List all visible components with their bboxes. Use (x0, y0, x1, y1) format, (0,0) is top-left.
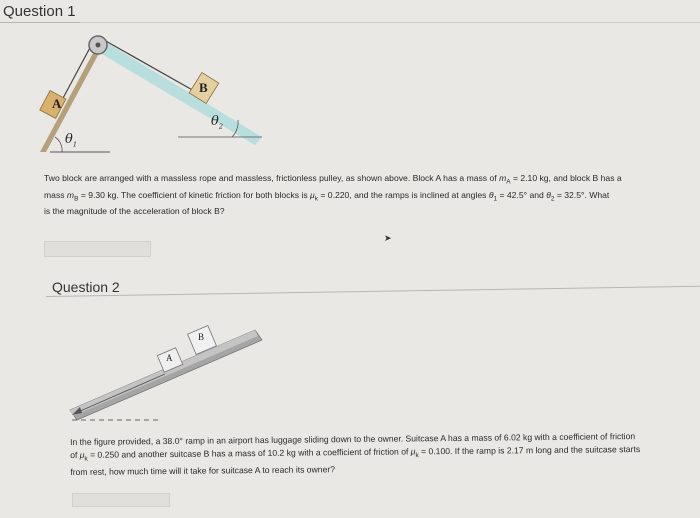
theta1-arc (55, 137, 62, 152)
suitcase-b-label: B (198, 332, 205, 342)
question-2-header: Question 2 (52, 279, 120, 295)
question-1-header: Question 1 (3, 3, 76, 20)
question-2-text: In the figure provided, a 38.0° ramp in an airport has luggage sliding down to the owner. Suitcase A has a mass of 6.02 kg with a coefficient of friction of $\mu_k = 0.250$ and another suitcase B has a mass of 10.2 kg with a coefficient of friction of $\mu_k = 0.100$. If the ramp is 2.17 m long and the suitcase starts from rest, how much time will it take for suitcase A to reach its owner? (70, 431, 641, 477)
theta2-label: $\theta_2$ (211, 114, 223, 131)
block-a-label: A (52, 96, 62, 111)
suitcase-a-label: A (166, 353, 173, 363)
question-2-answer-input[interactable] (72, 493, 170, 507)
pulley-axle (96, 43, 101, 48)
rope-right (104, 40, 196, 92)
cursor-icon: ➤ (384, 233, 392, 243)
block-b-label: B (199, 80, 208, 95)
q2-motion-arrow (78, 374, 165, 412)
theta1-label: $\theta_1$ (65, 132, 77, 149)
question-1-answer-input[interactable] (44, 241, 151, 257)
question-1-text: Two block are arranged with a massless rope and massless, frictionless pulley, as shown above. Block A has a mass of $m_A = 2.10$ kg, and block B has a mass $m_B = 9.30$ kg. The coefficient of kinetic friction for both blocks is $\mu_k = 0.220$, and the ramps is inclined at angles $\theta_1 = 42.5^\circ$ and $\theta_2 = 32.5^\circ$. What is the magnitude of the acceleration of block B? (44, 173, 622, 217)
right-ramp (90, 36, 262, 145)
